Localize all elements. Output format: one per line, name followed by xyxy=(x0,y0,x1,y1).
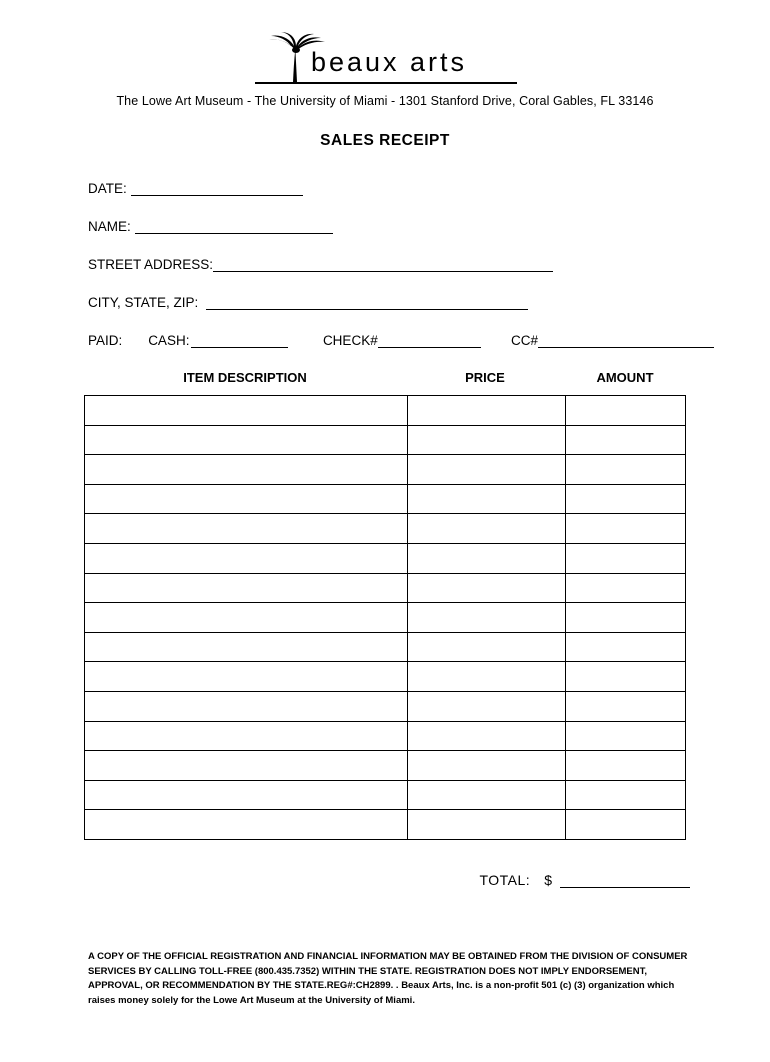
street-field-row xyxy=(88,252,714,272)
cell-description[interactable] xyxy=(85,691,408,721)
city-state-zip-label: CITY, STATE, ZIP: xyxy=(88,295,199,310)
cash-input[interactable] xyxy=(191,334,287,348)
table-row xyxy=(85,396,686,426)
cell-description[interactable] xyxy=(85,543,408,573)
cell-amount[interactable] xyxy=(565,573,685,603)
cell-price[interactable] xyxy=(407,780,565,810)
cell-amount[interactable] xyxy=(565,810,685,840)
cell-description[interactable] xyxy=(85,751,408,781)
cell-price[interactable] xyxy=(407,455,565,485)
cell-price[interactable] xyxy=(407,632,565,662)
logo-inner xyxy=(303,38,467,86)
cell-amount[interactable] xyxy=(565,780,685,810)
table-header-row xyxy=(0,370,770,385)
cell-description[interactable] xyxy=(85,425,408,455)
table-row xyxy=(85,455,686,485)
date-field-row xyxy=(88,176,714,196)
cell-description[interactable] xyxy=(85,603,408,633)
cell-amount[interactable] xyxy=(565,751,685,781)
cell-amount[interactable] xyxy=(565,543,685,573)
table-row xyxy=(85,662,686,692)
table-row xyxy=(85,780,686,810)
cell-description[interactable] xyxy=(85,484,408,514)
logo-block xyxy=(0,38,770,86)
paid-label: PAID: xyxy=(88,333,123,348)
table-row xyxy=(85,751,686,781)
cell-description[interactable] xyxy=(85,455,408,485)
table-row xyxy=(85,721,686,751)
cell-amount[interactable] xyxy=(565,721,685,751)
cell-price[interactable] xyxy=(407,514,565,544)
cell-amount[interactable] xyxy=(565,632,685,662)
legal-footer-rest: . Beaux Arts, Inc. is a non-profit 501 (c) (3) organization which raises money solely for the Lowe Art Museum at the University of Miami. xyxy=(88,980,675,1006)
cell-amount[interactable] xyxy=(565,396,685,426)
cc-label: CC# xyxy=(511,333,539,348)
cell-amount[interactable] xyxy=(565,484,685,514)
cell-price[interactable] xyxy=(407,425,565,455)
table-row xyxy=(85,573,686,603)
name-field-row xyxy=(88,214,714,234)
column-header-item-description: ITEM DESCRIPTION xyxy=(183,370,307,385)
line-items-body xyxy=(85,396,686,840)
legal-footer-bold: A COPY OF THE OFFICIAL REGISTRATION AND FINANCIAL INFORMATION MAY BE OBTAINED FROM THE DIVISION OF CONSUMER SERVICES BY CALLING TOLL-FREE (800.435.7352) WITHIN THE STATE. REGISTRATION DOES NOT IMPLY ENDORSEMENT, APPROVAL, OR RECOMMENDATION BY THE STATE.REG#:CH2899. xyxy=(88,951,688,991)
museum-address: The Lowe Art Museum - The University of Miami - 1301 Stanford Drive, Coral Gables, FL 33146 xyxy=(116,94,654,108)
table-row xyxy=(85,484,686,514)
table-row xyxy=(85,603,686,633)
cell-description[interactable] xyxy=(85,721,408,751)
total-input[interactable] xyxy=(560,875,690,888)
name-input[interactable] xyxy=(135,220,333,234)
table-row xyxy=(85,691,686,721)
date-input[interactable] xyxy=(131,182,303,196)
paid-field-row xyxy=(88,328,714,348)
column-header-amount: AMOUNT xyxy=(596,370,654,385)
total-label: TOTAL: xyxy=(479,871,531,888)
logo-underline xyxy=(255,82,517,84)
date-label: DATE: xyxy=(88,181,127,196)
cell-amount[interactable] xyxy=(565,455,685,485)
cell-description[interactable] xyxy=(85,662,408,692)
currency-symbol: $ xyxy=(544,871,552,888)
cell-amount[interactable] xyxy=(565,514,685,544)
name-label: NAME: xyxy=(88,219,131,234)
cell-description[interactable] xyxy=(85,396,408,426)
page-title: SALES RECEIPT xyxy=(320,132,450,149)
cell-price[interactable] xyxy=(407,662,565,692)
street-address-label: STREET ADDRESS: xyxy=(88,257,214,272)
cell-price[interactable] xyxy=(407,810,565,840)
city-state-zip-input[interactable] xyxy=(206,296,528,310)
cell-amount[interactable] xyxy=(565,662,685,692)
column-header-price: PRICE xyxy=(465,370,505,385)
table-row xyxy=(85,543,686,573)
cell-description[interactable] xyxy=(85,514,408,544)
table-row xyxy=(85,810,686,840)
total-row xyxy=(0,866,770,888)
cell-price[interactable] xyxy=(407,573,565,603)
check-input[interactable] xyxy=(378,334,482,348)
cell-amount[interactable] xyxy=(565,603,685,633)
receipt-page xyxy=(0,38,770,1062)
cash-label: CASH: xyxy=(148,333,190,348)
cell-price[interactable] xyxy=(407,751,565,781)
line-items-table xyxy=(84,395,686,840)
cell-description[interactable] xyxy=(85,810,408,840)
cell-price[interactable] xyxy=(407,721,565,751)
cell-amount[interactable] xyxy=(565,691,685,721)
city-field-row xyxy=(88,290,714,310)
table-row xyxy=(85,514,686,544)
table-row xyxy=(85,632,686,662)
cell-description[interactable] xyxy=(85,573,408,603)
cell-price[interactable] xyxy=(407,603,565,633)
cc-input[interactable] xyxy=(538,334,714,348)
cell-amount[interactable] xyxy=(565,425,685,455)
legal-footer xyxy=(88,950,700,1008)
cell-price[interactable] xyxy=(407,691,565,721)
cell-description[interactable] xyxy=(85,780,408,810)
cell-description[interactable] xyxy=(85,632,408,662)
logo-wordmark: beaux arts xyxy=(310,47,468,77)
cell-price[interactable] xyxy=(407,543,565,573)
street-address-input[interactable] xyxy=(213,258,553,272)
fields-section xyxy=(0,176,770,348)
table-row xyxy=(85,425,686,455)
cell-price[interactable] xyxy=(407,396,565,426)
check-label: CHECK# xyxy=(322,333,378,348)
cell-price[interactable] xyxy=(407,484,565,514)
